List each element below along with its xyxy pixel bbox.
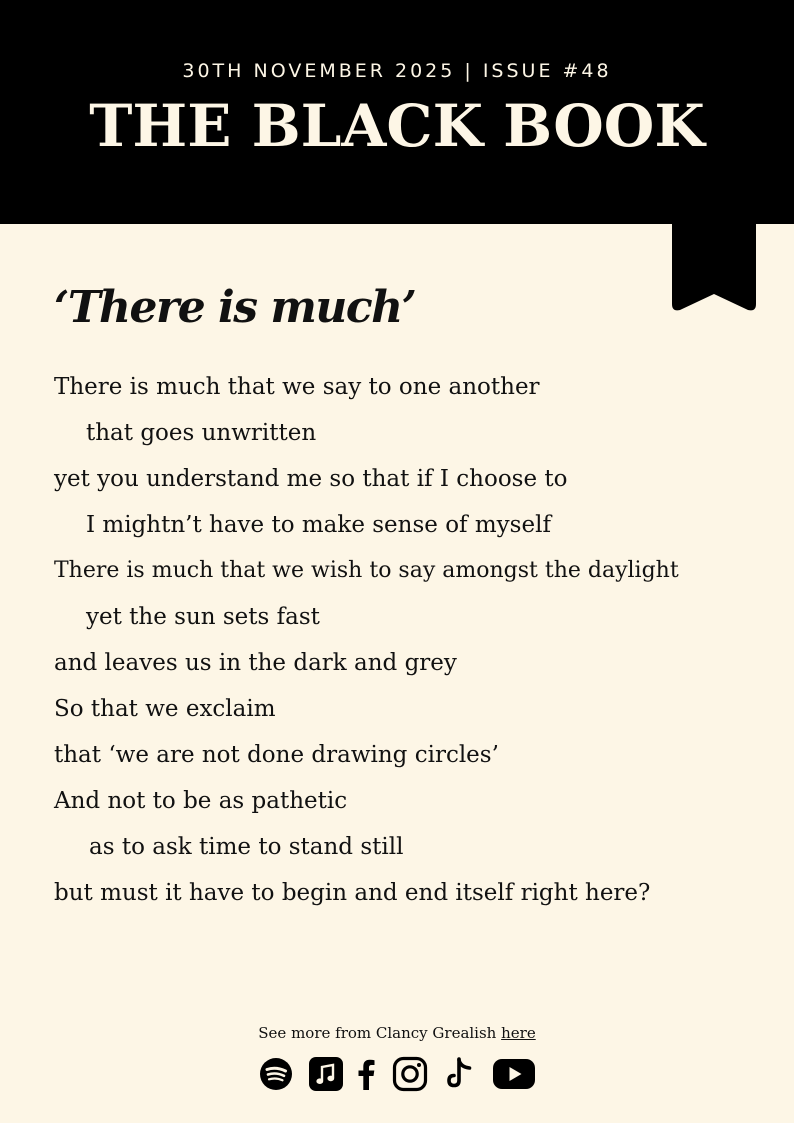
footer-credit-text: See more from Clancy Grealish <box>258 1024 502 1042</box>
more-link[interactable]: here <box>501 1024 536 1042</box>
poem-line: So that we exclaim <box>54 696 276 722</box>
facebook-icon[interactable] <box>354 1055 378 1093</box>
bookmark-ribbon-icon <box>672 220 756 312</box>
masthead-banner <box>0 0 794 224</box>
poem-line: There is much that we say to one another <box>54 374 540 400</box>
issue-date-line: 30TH NOVEMBER 2025 | ISSUE #48 <box>182 60 612 82</box>
apple-music-icon[interactable] <box>308 1055 344 1093</box>
spotify-icon[interactable] <box>259 1055 293 1093</box>
instagram-icon[interactable] <box>392 1055 428 1093</box>
poem-body <box>54 364 774 916</box>
poem-line: but must it have to begin and end itself right here? <box>54 880 651 906</box>
poem-line: I mightn’t have to make sense of myself <box>86 512 551 538</box>
poem-line: yet you understand me so that if I choose to <box>54 466 568 492</box>
poem-line: that goes unwritten <box>86 420 317 446</box>
social-links <box>0 1055 794 1093</box>
poem-title: ‘There is much’ <box>54 282 416 333</box>
footer-credit <box>0 1024 794 1042</box>
poem-line: and leaves us in the dark and grey <box>54 650 457 676</box>
poem-line: that ‘we are not done drawing circles’ <box>54 742 499 768</box>
poem-line: There is much that we wish to say amongst the daylight <box>54 558 679 583</box>
poem-line: as to ask time to stand still <box>89 834 404 860</box>
tiktok-icon[interactable] <box>442 1055 474 1093</box>
poem-line: And not to be as pathetic <box>54 788 348 814</box>
poem-line: yet the sun sets fast <box>86 604 320 630</box>
youtube-icon[interactable] <box>492 1055 536 1093</box>
publication-title: THE BLACK BOOK <box>89 92 705 160</box>
